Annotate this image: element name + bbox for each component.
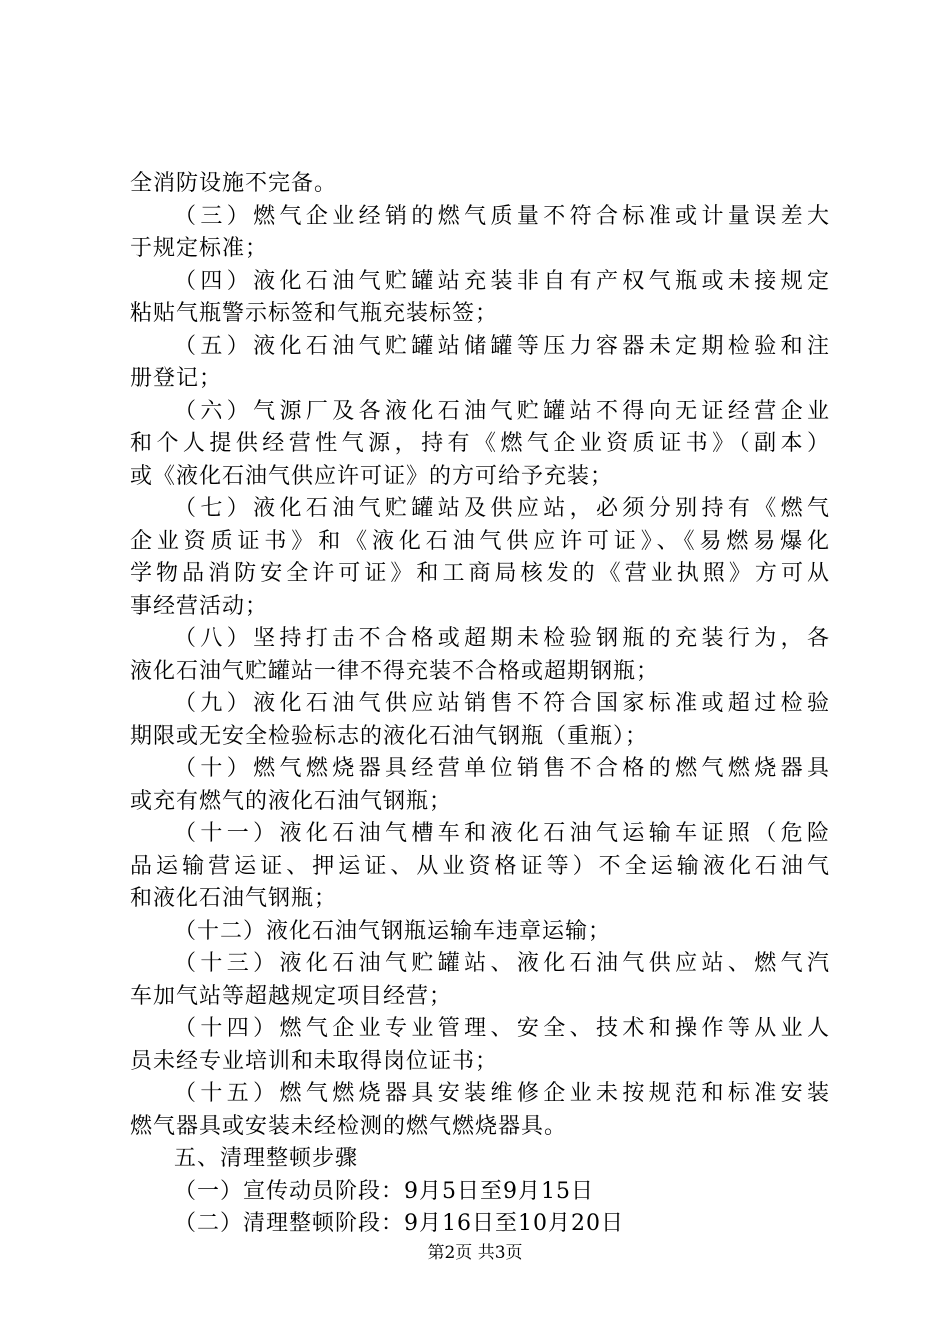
text-line: （十三）液化石油气贮罐站、液化石油气供应站、燃气汽 xyxy=(174,951,830,976)
text-line: 或充有燃气的液化石油气钢瓶； xyxy=(130,788,453,814)
text-line: （十四）燃气企业专业管理、安全、技术和操作等从业人 xyxy=(174,1016,830,1041)
text-line: 员未经专业培训和未取得岗位证书； xyxy=(130,1048,499,1074)
text-line: （一）宣传动员阶段：9月5日至9月15日 xyxy=(174,1178,594,1204)
text-line: 事经营活动； xyxy=(130,593,269,619)
text-line: 车加气站等超越规定项目经营； xyxy=(130,983,453,1009)
text-line: 和个人提供经营性气源，持有《燃气企业资质证书》（副本） xyxy=(130,431,830,456)
text-line: （四）液化石油气贮罐站充装非自有产权气瓶或未接规定 xyxy=(174,268,830,294)
text-line: 燃气器具或安装未经检测的燃气燃烧器具。 xyxy=(130,1113,568,1139)
text-line: （五）液化石油气贮罐站储罐等压力容器未定期检验和注 xyxy=(174,333,830,359)
text-line: 和液化石油气钢瓶； xyxy=(130,886,338,911)
text-line: 液化石油气贮罐站一律不得充装不合格或超期钢瓶； xyxy=(130,658,660,684)
text-line: 于规定标准； xyxy=(130,236,269,261)
page-footer: 第2页 共3页 xyxy=(427,1243,523,1263)
text-line: （十五）燃气燃烧器具安装维修企业未按规范和标准安装 xyxy=(174,1081,830,1106)
text-line: （九）液化石油气供应站销售不符合国家标准或超过检验 xyxy=(174,691,830,716)
text-line: （八）坚持打击不合格或超期未检验钢瓶的充装行为，各 xyxy=(174,626,830,651)
text-line: （十一）液化石油气槽车和液化石油气运输车证照（危险 xyxy=(174,821,830,846)
text-line: 企业资质证书》和《液化石油气供应许可证》、《易燃易爆化 xyxy=(130,528,830,554)
text-line: （三）燃气企业经销的燃气质量不符合标准或计量误差大 xyxy=(174,203,830,229)
text-line: 全消防设施不完备。 xyxy=(130,171,338,196)
text-line: 五、清理整顿步骤 xyxy=(174,1146,359,1171)
text-line: （十）燃气燃烧器具经营单位销售不合格的燃气燃烧器具 xyxy=(174,756,830,781)
text-line: （六）气源厂及各液化石油气贮罐站不得向无证经营企业 xyxy=(174,398,830,424)
text-line: 学物品消防安全许可证》和工商局核发的《营业执照》方可从 xyxy=(130,561,830,586)
document-body xyxy=(130,168,830,1241)
text-line: 期限或无安全检验标志的液化石油气钢瓶（重瓶）； xyxy=(130,723,649,749)
text-line: 品运输营运证、押运证、从业资格证等）不全运输液化石油气 xyxy=(130,853,830,879)
text-line: （十二）液化石油气钢瓶运输车违章运输； xyxy=(174,918,612,944)
text-line: 粘贴气瓶警示标签和气瓶充装标签； xyxy=(130,301,499,326)
text-line: 或《液化石油气供应许可证》的方可给予充装； xyxy=(130,463,614,489)
text-line: （二）清理整顿阶段：9月16日至10月20日 xyxy=(174,1211,624,1236)
text-line: （七）液化石油气贮罐站及供应站，必须分别持有《燃气 xyxy=(174,496,830,521)
text-line: 册登记； xyxy=(130,366,223,391)
